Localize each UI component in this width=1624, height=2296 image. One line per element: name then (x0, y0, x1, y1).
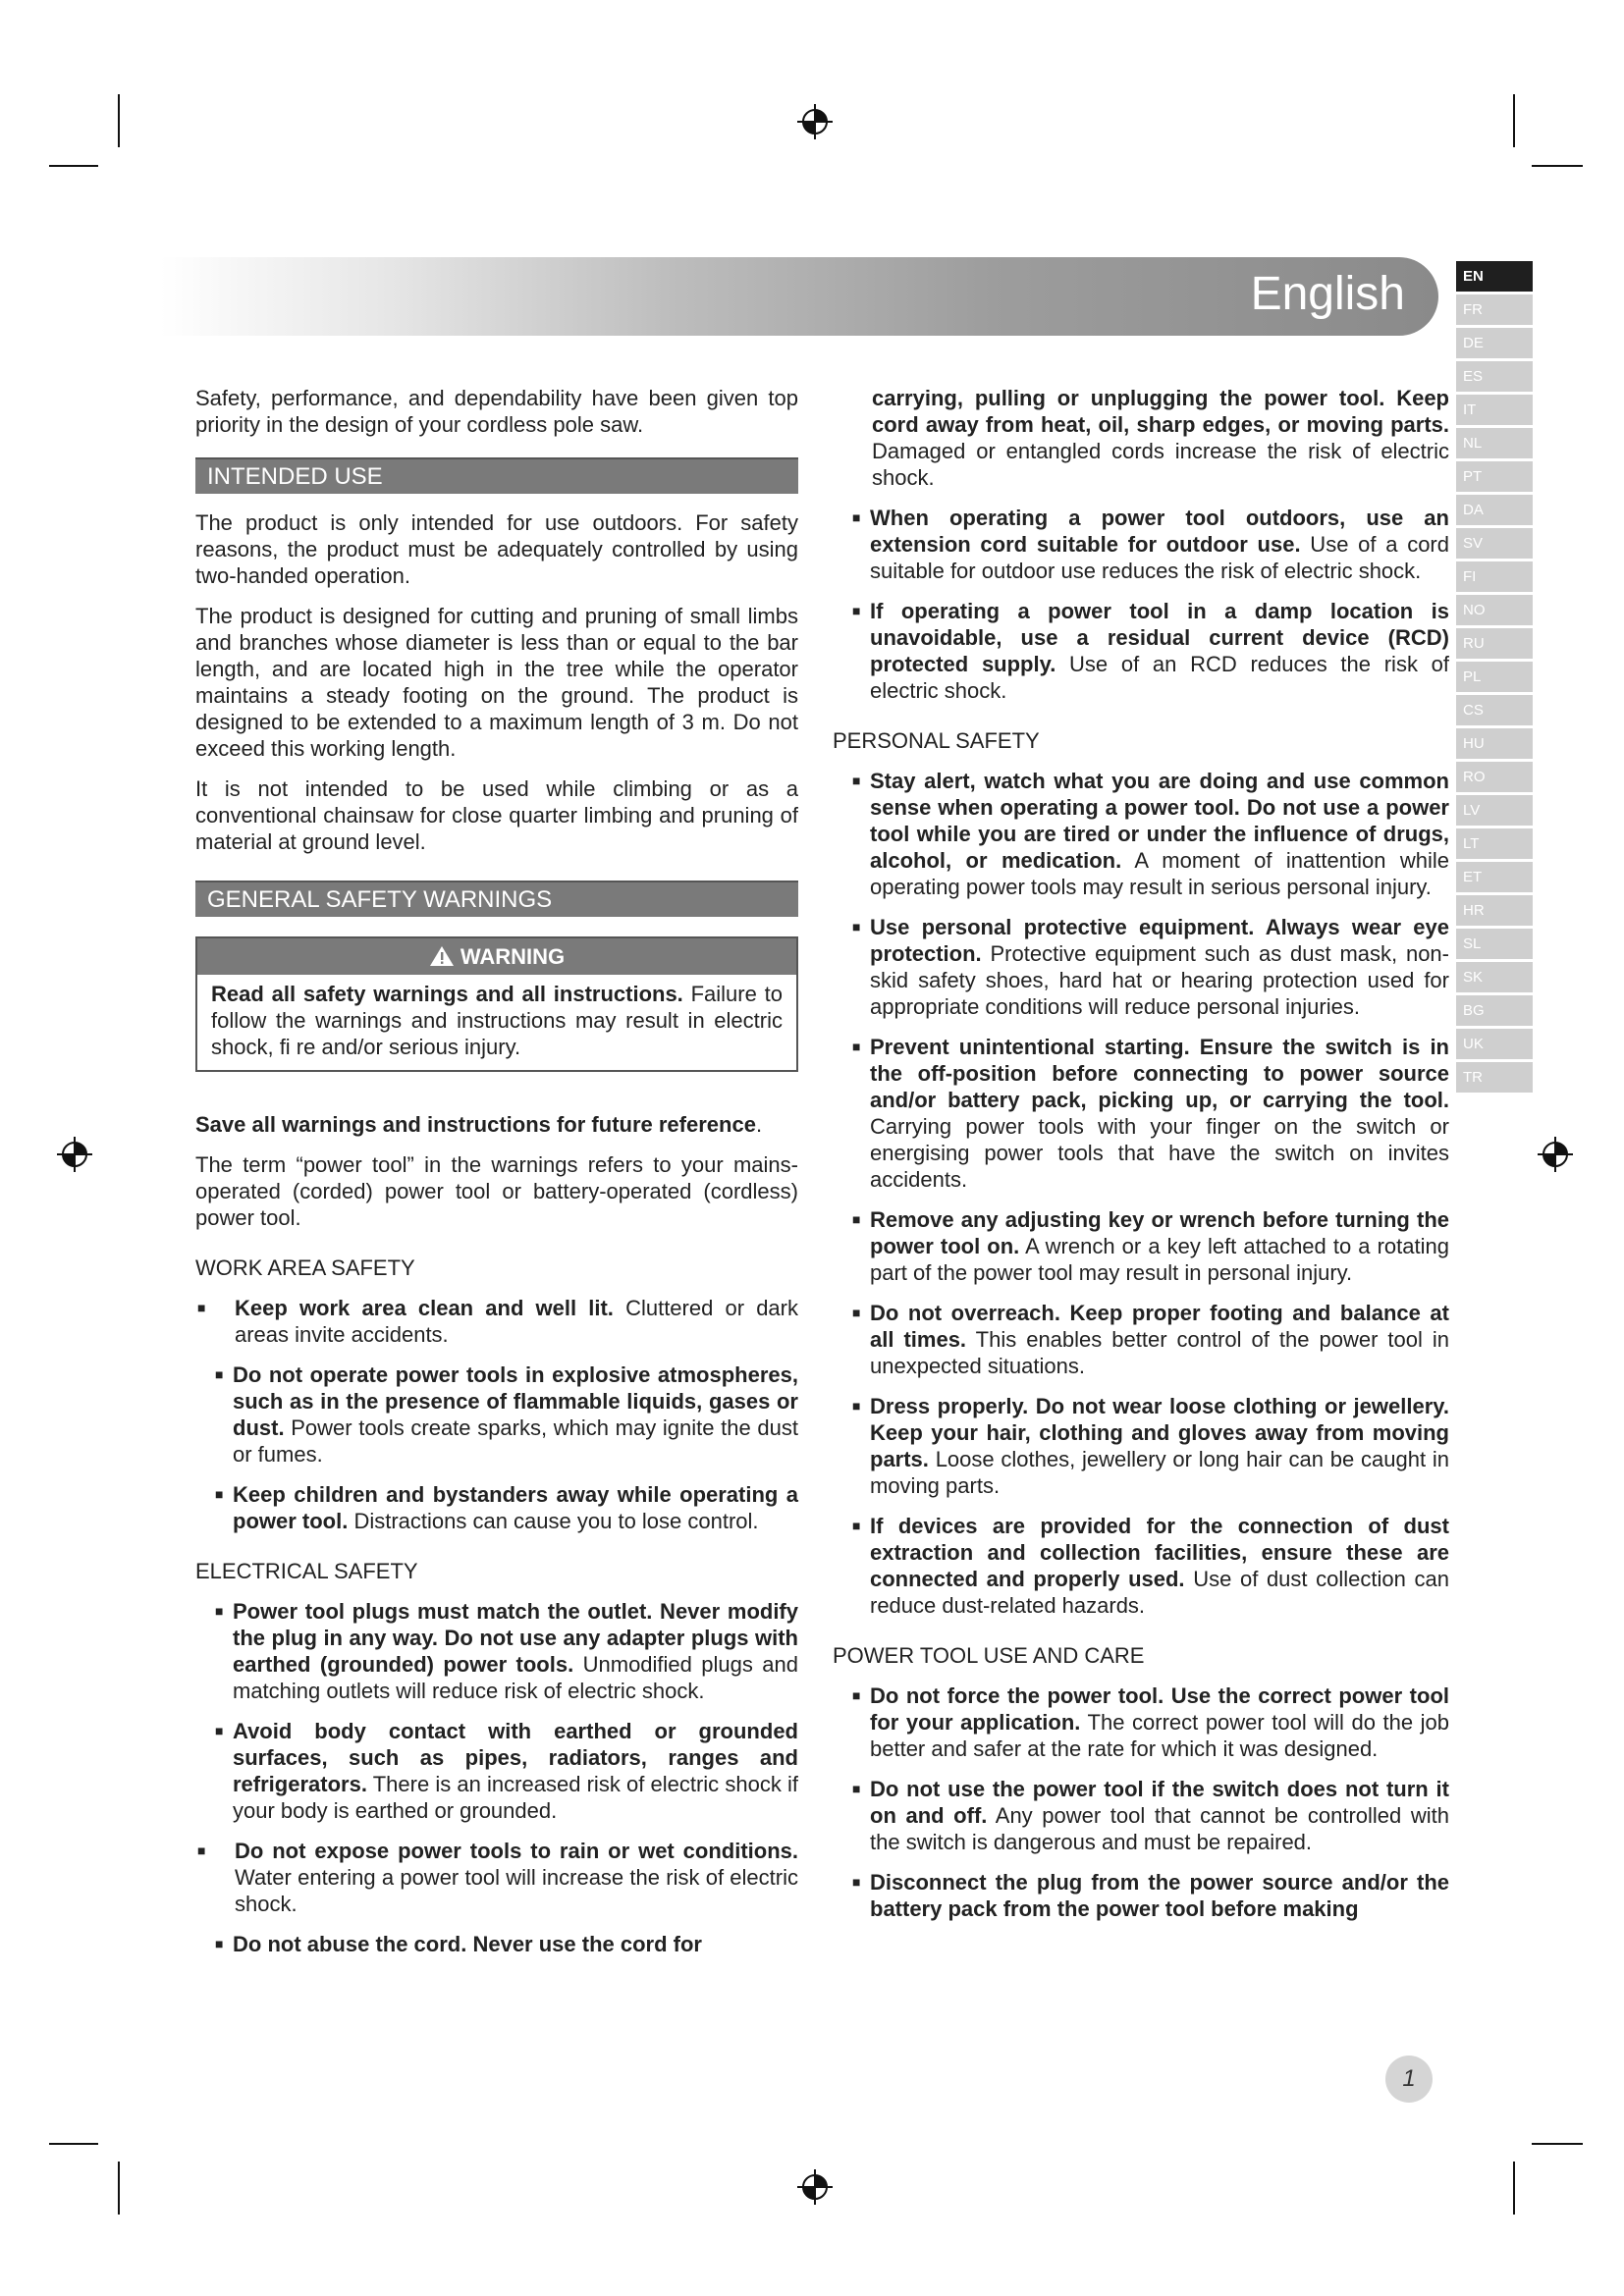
item-bold: Power tool plugs must match the outlet. Never modify the plug in any way. Do not use any adapter plugs with earthed (grounded) power tools. (233, 1599, 798, 1677)
bullet-icon: ■ (852, 1305, 861, 1320)
crop-mark (118, 94, 120, 147)
item-bold: Disconnect the plug from the power source and/or the battery pack from the power tool before making (870, 1870, 1449, 1921)
warning-header (197, 938, 796, 975)
bullet-icon: ■ (215, 1723, 224, 1738)
item-text: Loose clothes, jewellery or long hair can be caught in moving parts. (870, 1447, 1449, 1498)
paragraph: It is not intended to be used while climbing or as a conventional chainsaw for close quarter limbing and pruning of material at ground level. (195, 776, 798, 854)
item-bold: Stay alert, watch what you are doing and use common sense when operating a power tool. Do not use a power tool while you are tired or under the influence of drugs, alcohol, or medication. (870, 769, 1449, 873)
bullet-icon: ■ (215, 1366, 224, 1382)
item-text: Cluttered or dark areas invite accidents. (235, 1296, 798, 1347)
item-text: Use of dust collection can reduce dust-related hazards. (870, 1567, 1449, 1618)
language-tab-hu[interactable]: HU (1456, 728, 1533, 759)
language-tab-hr[interactable]: HR (1456, 895, 1533, 926)
bullet-icon: ■ (852, 1687, 861, 1703)
registration-mark-icon (1536, 1135, 1575, 1174)
item-text: Use of a cord suitable for outdoor use reduces the risk of electric shock. (870, 532, 1449, 583)
registration-mark-icon (55, 1135, 94, 1174)
intro-paragraph: Safety, performance, and dependability have been given top priority in the design of your cordless pole saw. (195, 386, 798, 437)
crop-mark (1513, 2162, 1515, 2215)
page-title: English (1250, 268, 1405, 320)
bullet-icon: ■ (215, 1486, 224, 1502)
list-item (195, 1718, 798, 1824)
bullet-icon: ■ (852, 919, 861, 934)
list-item (833, 1776, 1449, 1855)
save-bold-text: Save all warnings and instructions for future reference (195, 1112, 756, 1137)
right-column (833, 385, 1449, 1936)
section-heading-general-safety: GENERAL SAFETY WARNINGS (195, 881, 798, 917)
item-text: Any power tool that cannot be controlled with the switch is dangerous and must be repaired. (870, 1803, 1449, 1854)
crop-mark (118, 2162, 120, 2215)
language-tab-pl[interactable]: PL (1456, 662, 1533, 692)
item-bold: Avoid body contact with earthed or grounded surfaces, such as pipes, radiators, ranges and refrigerators. (233, 1719, 798, 1796)
item-text: There is an increased risk of electric shock if your body is earthed or grounded. (233, 1772, 798, 1823)
item-text: Protective equipment such as dust mask, non-skid safety shoes, hard hat or hearing protection used for appropriate conditions will reduce personal injuries. (870, 941, 1449, 1019)
warning-title: WARNING (460, 944, 566, 969)
section-heading-intended-use: INTENDED USE (195, 457, 798, 494)
warning-bold-text: Read all safety warnings and all instructions. (211, 982, 683, 1006)
item-bold: Do not use the power tool if the switch does not turn it on and off. (870, 1777, 1449, 1828)
language-tab-cs[interactable]: CS (1456, 695, 1533, 725)
item-text: A moment of inattention while operating power tools may result in serious personal injury. (870, 848, 1449, 899)
item-text: Water entering a power tool will increase the risk of electric shock. (235, 1865, 798, 1916)
language-tab-ru[interactable]: RU (1456, 628, 1533, 659)
language-tab-da[interactable]: DA (1456, 495, 1533, 525)
bullet-icon: ■ (852, 1874, 861, 1890)
registration-mark-icon (795, 2167, 835, 2207)
list-item (195, 1931, 798, 1957)
list-item (833, 1034, 1449, 1193)
item-text: This enables better control of the power tool in unexpected situations. (870, 1327, 1449, 1378)
header-bar (160, 257, 1438, 336)
item-text: Power tools create sparks, which may ignite the dust or fumes. (233, 1415, 798, 1467)
subheading-work-area: WORK AREA SAFETY (195, 1255, 415, 1280)
bullet-icon: ■ (852, 1518, 861, 1533)
bullet-icon: ■ (852, 1781, 861, 1796)
registration-mark-icon (795, 102, 835, 141)
item-bold: Dress properly. Do not wear loose clothing or jewellery. Keep your hair, clothing and gloves away from moving parts. (870, 1394, 1449, 1471)
left-column (195, 385, 798, 1971)
item-bold: Do not overreach. Keep proper footing and balance at all times. (870, 1301, 1449, 1352)
language-tab-no[interactable]: NO (1456, 595, 1533, 625)
language-tab-es[interactable]: ES (1456, 361, 1533, 392)
item-bold: Prevent unintentional starting. Ensure the switch is in the off-position before connecting to power source and/or battery pack, picking up, or carrying the tool. (870, 1035, 1449, 1112)
item-bold: Use personal protective equipment. Always wear eye protection. (870, 915, 1449, 966)
language-tab-en[interactable]: EN (1456, 261, 1533, 292)
item-bold: Do not operate power tools in explosive atmospheres, such as in the presence of flammable liquids, gases or dust. (233, 1362, 798, 1440)
crop-mark (1532, 165, 1583, 167)
language-tab-et[interactable]: ET (1456, 862, 1533, 892)
language-tab-fr[interactable]: FR (1456, 294, 1533, 325)
warning-triangle-icon (429, 945, 455, 967)
bullet-icon: ■ (852, 773, 861, 788)
bullet-icon: ■ (852, 603, 861, 618)
bullet-icon: ■ (852, 1039, 861, 1054)
list-item (833, 598, 1449, 704)
bullet-icon: ■ (215, 1936, 224, 1951)
item-text: Carrying power tools with your finger on the switch or energising power tools that have the switch on invites accidents. (870, 1114, 1449, 1192)
save-end: . (755, 1112, 763, 1137)
language-tab-lv[interactable]: LV (1456, 795, 1533, 826)
list-item (833, 1300, 1449, 1379)
item-text: A wrench or a key left attached to a rotating part of the power tool may result in personal injury. (870, 1234, 1449, 1285)
language-tabs (1456, 261, 1533, 1095)
language-tab-bg[interactable]: BG (1456, 995, 1533, 1026)
list-item (833, 1206, 1449, 1286)
item-bold: carrying, pulling or unplugging the power tool. Keep cord away from heat, oil, sharp edges, or moving parts. (872, 386, 1449, 437)
list-item (833, 1393, 1449, 1499)
language-tab-lt[interactable]: LT (1456, 828, 1533, 859)
item-bold: If devices are provided for the connection of dust extraction and collection facilities, ensure these are connected and properly used. (870, 1514, 1449, 1591)
item-text: The correct power tool will do the job better and safer at the rate for which it was designed. (870, 1710, 1449, 1761)
page-number: 1 (1385, 2056, 1433, 2103)
list-item (195, 1598, 798, 1704)
item-text: Distractions can cause you to lose control. (348, 1509, 759, 1533)
language-tab-de[interactable]: DE (1456, 328, 1533, 358)
item-bold: If operating a power tool in a damp location is unavoidable, use a residual current device (RCD) protected supply. (870, 599, 1449, 676)
list-item (833, 505, 1449, 584)
list-item (833, 914, 1449, 1020)
language-tab-ro[interactable]: RO (1456, 762, 1533, 792)
subheading-electrical: ELECTRICAL SAFETY (195, 1559, 418, 1583)
subheading-personal: PERSONAL SAFETY (833, 728, 1040, 753)
bullet-icon: ■ (852, 509, 861, 525)
bullet-icon: ■ (197, 1842, 206, 1858)
item-text: Use of an RCD reduces the risk of electric shock. (870, 652, 1449, 703)
language-tab-fi[interactable]: FI (1456, 561, 1533, 592)
language-tab-pt[interactable]: PT (1456, 461, 1533, 492)
item-bold: Do not force the power tool. Use the correct power tool for your application. (870, 1683, 1449, 1735)
paragraph: The product is designed for cutting and pruning of small limbs and branches whose diameter is less than or equal to the bar length, and are located high in the tree while the operator maintains a steady footing on the ground. The product is designed to be extended to a maximum length of 3 m. Do not exceed this working length. (195, 604, 798, 761)
language-tab-sl[interactable]: SL (1456, 929, 1533, 959)
item-bold: Keep work area clean and well lit. (235, 1296, 614, 1320)
list-item (195, 1295, 798, 1348)
paragraph: The product is only intended for use outdoors. For safety reasons, the product must be adequately controlled by using two-handed operation. (195, 510, 798, 588)
list-item-continued (833, 385, 1449, 491)
save-instructions (195, 1111, 798, 1138)
list-item (833, 768, 1449, 900)
language-tab-uk[interactable]: UK (1456, 1029, 1533, 1059)
item-text: Unmodified plugs and matching outlets will reduce risk of electric shock. (233, 1652, 799, 1703)
crop-mark (1513, 94, 1515, 147)
list-item (833, 1682, 1449, 1762)
item-bold: Remove any adjusting key or wrench before turning the power tool on. (870, 1207, 1449, 1258)
crop-mark (1532, 2143, 1583, 2145)
item-bold: Do not abuse the cord. Never use the cord for (233, 1932, 702, 1956)
bullet-icon: ■ (197, 1300, 206, 1315)
item-bold: Keep children and bystanders away while operating a power tool. (233, 1482, 798, 1533)
language-tab-tr[interactable]: TR (1456, 1062, 1533, 1093)
list-item (195, 1838, 798, 1917)
list-item (195, 1362, 798, 1468)
warning-text: Failure to follow the warnings and instructions may result in electric shock, fi re and/or serious injury. (211, 982, 783, 1059)
crop-mark (49, 2143, 98, 2145)
language-tab-sv[interactable]: SV (1456, 528, 1533, 559)
list-item (195, 1481, 798, 1534)
item-bold: When operating a power tool outdoors, use an extension cord suitable for outdoor use. (870, 506, 1449, 557)
item-bold: Do not expose power tools to rain or wet conditions. (235, 1839, 798, 1863)
list-item (833, 1513, 1449, 1619)
warning-box (195, 936, 798, 1072)
bullet-icon: ■ (215, 1603, 224, 1619)
subheading-power-tool-use: POWER TOOL USE AND CARE (833, 1643, 1145, 1668)
paragraph: The term “power tool” in the warnings refers to your mains-operated (corded) power tool or battery-operated (cordless) power tool. (195, 1152, 798, 1230)
warning-body (197, 975, 796, 1070)
list-item (833, 1869, 1449, 1922)
crop-mark (49, 165, 98, 167)
item-text: Damaged or entangled cords increase the risk of electric shock. (872, 439, 1449, 490)
bullet-icon: ■ (852, 1398, 861, 1414)
language-tab-nl[interactable]: NL (1456, 428, 1533, 458)
language-tab-it[interactable]: IT (1456, 395, 1533, 425)
bullet-icon: ■ (852, 1211, 861, 1227)
language-tab-sk[interactable]: SK (1456, 962, 1533, 992)
